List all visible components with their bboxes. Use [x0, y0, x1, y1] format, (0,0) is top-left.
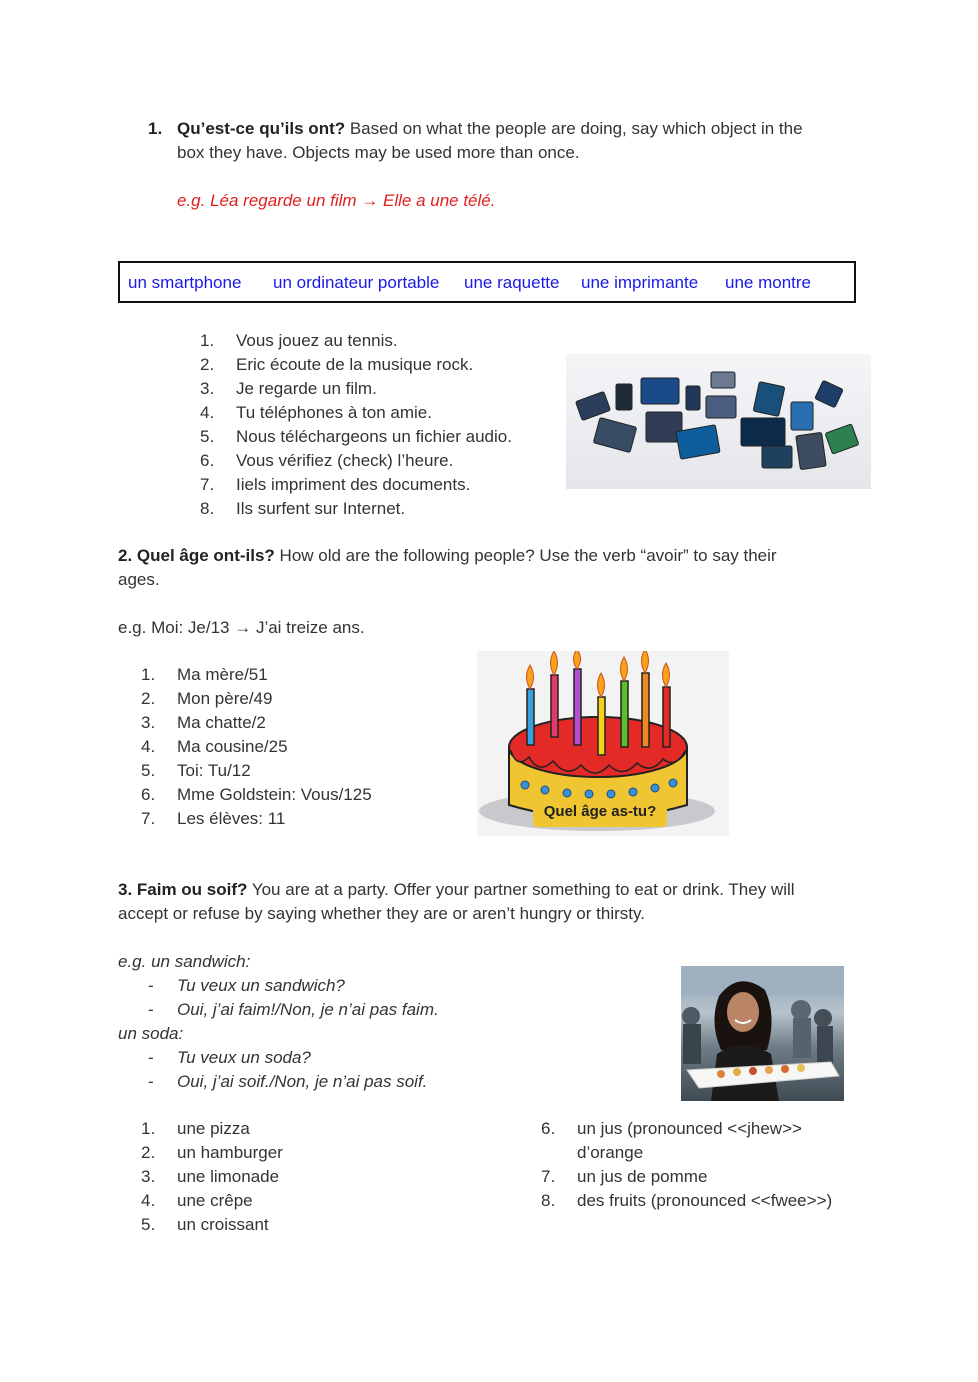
list-item: 7. Les élèves: 11 — [141, 809, 286, 828]
list-item: 3. Ma chatte/2 — [141, 713, 266, 732]
list-item: 5. un croissant — [141, 1215, 269, 1234]
list-item: 3. une limonade — [141, 1167, 280, 1186]
list-item: 3. Je regarde un film. — [200, 379, 377, 398]
list-item: 7. Iiels impriment des documents. — [200, 475, 471, 494]
box-word: une montre — [725, 273, 811, 292]
list-item: 8. des fruits (pronounced <<fwee>>) — [541, 1191, 833, 1210]
list-item: 4. une crêpe — [141, 1191, 253, 1210]
dash: - — [148, 976, 154, 995]
s1-instruction-1: Qu’est-ce qu’ils ont? Based on what the people are doing, say which object in the — [177, 119, 803, 138]
list-item: 2. Eric écoute de la musique rock. — [200, 355, 474, 374]
s3-instruction-2: accept or refuse by saying whether they are or aren’t hungry or thirsty. — [118, 904, 645, 923]
s2-instruction-2: ages. — [118, 570, 160, 589]
word-box — [118, 261, 856, 303]
list-item: 1. une pizza — [141, 1119, 250, 1138]
dash: - — [148, 1000, 154, 1019]
list-item: 5. Toi: Tu/12 — [141, 761, 251, 780]
box-word: un smartphone — [128, 273, 242, 292]
list-item-continuation: d’orange — [577, 1143, 644, 1162]
list-item: 2. Mon père/49 — [141, 689, 273, 708]
list-item: 4. Ma cousine/25 — [141, 737, 288, 756]
s1-example: e.g. Léa regarde un film → Elle a une télé. — [177, 191, 496, 210]
s3-example-line: Oui, j’ai faim!/Non, je n’ai pas faim. — [177, 1000, 439, 1019]
birthday-cake-image — [477, 651, 729, 836]
s1-title: Qu’est-ce qu’ils ont? — [177, 119, 346, 138]
box-word: une raquette — [464, 273, 560, 292]
s1-instruction-2: box they have. Objects may be used more than once. — [177, 143, 580, 162]
list-item: 6. Mme Goldstein: Vous/125 — [141, 785, 372, 804]
dash: - — [148, 1072, 154, 1091]
party-photo — [681, 966, 844, 1101]
s3-title: 3. Faim ou soif? — [118, 880, 248, 899]
s3-example-line: Oui, j’ai soif./Non, je n’ai pas soif. — [177, 1072, 428, 1091]
list-item: 7. un jus de pomme — [541, 1167, 708, 1186]
s3-example-line: Tu veux un sandwich? — [177, 976, 345, 995]
list-item: 6. Vous vérifiez (check) l’heure. — [200, 451, 454, 470]
devices-image — [566, 354, 871, 489]
list-item: 6. un jus (pronounced <<jhew>> — [541, 1119, 802, 1138]
s2-example: e.g. Moi: Je/13 → J’ai treize ans. — [118, 618, 365, 637]
list-item: 4. Tu téléphones à ton amie. — [200, 403, 432, 422]
dash: - — [148, 1048, 154, 1067]
box-word: un ordinateur portable — [273, 273, 440, 292]
s3-example-label: e.g. un sandwich: — [118, 952, 251, 971]
s3-example-line: Tu veux un soda? — [177, 1048, 311, 1067]
box-word: une imprimante — [581, 273, 699, 292]
list-item: 1. Vous jouez au tennis. — [200, 331, 398, 350]
list-item: 1. Ma mère/51 — [141, 665, 268, 684]
s3-example-label: un soda: — [118, 1024, 184, 1043]
s3-instruction-1: 3. Faim ou soif? You are at a party. Offer your partner something to eat or drink. They will — [118, 880, 795, 899]
list-item: 2. un hamburger — [141, 1143, 283, 1162]
cake-label: Quel âge as-tu? — [543, 803, 657, 820]
s1-number: 1. — [148, 119, 163, 138]
list-item: 5. Nous téléchargeons un fichier audio. — [200, 427, 512, 446]
s2-instruction-1: 2. Quel âge ont-ils? How old are the following people? Use the verb “avoir” to say their — [118, 546, 777, 565]
s2-title: 2. Quel âge ont-ils? — [118, 546, 275, 565]
list-item: 8. Ils surfent sur Internet. — [200, 499, 406, 518]
